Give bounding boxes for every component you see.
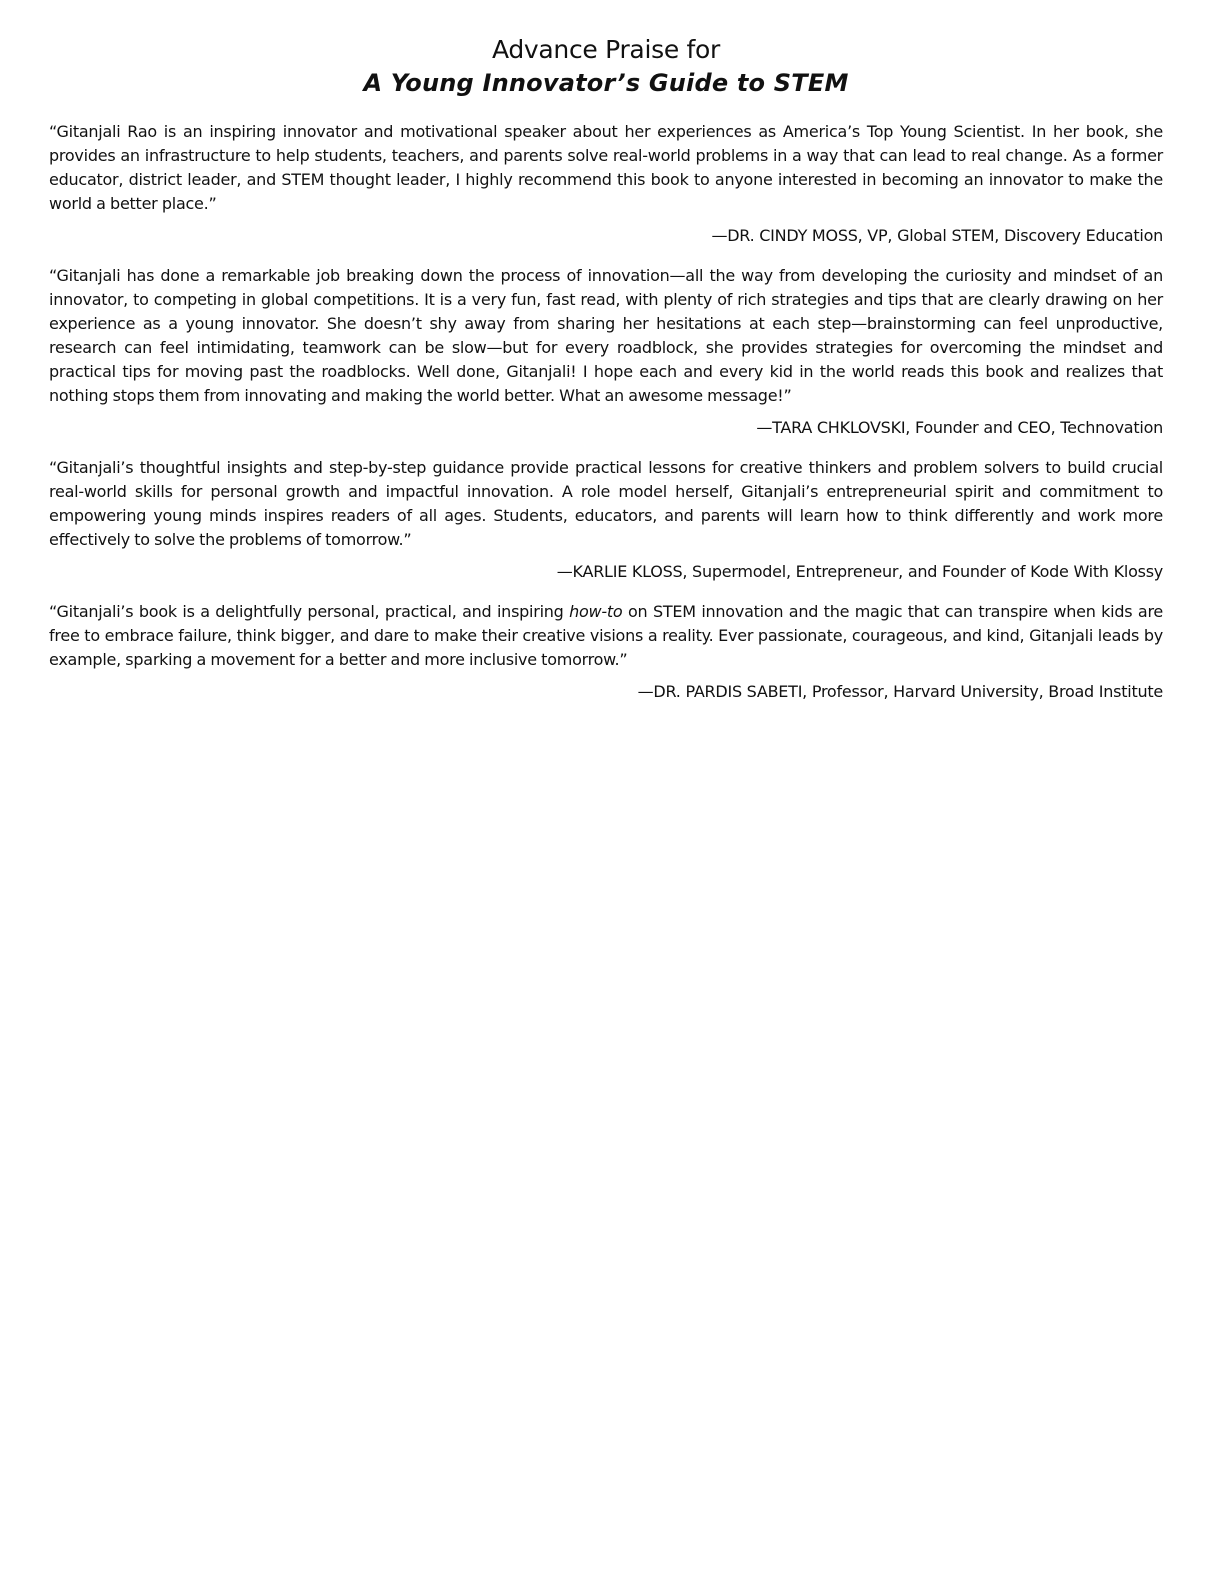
quote-text: “Gitanjali’s thoughtful insights and step-by-step guidance provide practical lessons for creative thinkers and problem solvers to build crucial real-world skills for personal growth and impactful innovation. A role model herself, Gitanjali’s entrepreneurial spirit and commitment to empowering young minds inspires readers of all ages. Students, educators, and parents will learn how to think differently and work more effectively to solve the problems of tomorrow.”	[49, 458, 1163, 549]
book-title: A Young Innovator’s Guide to STEM	[363, 69, 849, 97]
praise-quote	[49, 120, 1163, 216]
praise-item-chklovski	[49, 264, 1163, 440]
praise-item-kloss	[49, 456, 1163, 584]
praise-attribution: —TARA CHKLOVSKI, Founder and CEO, Technovation	[756, 418, 1163, 437]
quote-text: “Gitanjali has done a remarkable job breaking down the process of innovation—all the way from developing the curiosity and mindset of an innovator, to competing in global competitions. It is a very fun, fast read, with plenty of rich strategies and tips that are clearly drawing on her experience as a young innovator. She doesn’t shy away from sharing her hesitations at each step—brainstorming can feel unproductive, research can feel intimidating, teamwork can be slow—but for every roadblock, she provides strategies for overcoming the mindset and practical tips for moving past the roadblocks. Well done, Gitanjali! I hope each and every kid in the world reads this book and realizes that nothing stops them from innovating and making the world better. What an awesome message!”	[49, 266, 1163, 405]
praise-attribution: —DR. CINDY MOSS, VP, Global STEM, Discovery Education	[711, 226, 1163, 245]
praise-item-sabeti	[49, 600, 1163, 704]
quote-text-end: on STEM innovation and the magic that can transpire when kids are free to embrace failure, think bigger, and dare to make their creative visions a reality. Ever passionate, courageous, and kind, Gitanjali leads by example, sparking a movement for a better and more inclusive tomorrow.”	[49, 602, 1164, 669]
praise-page	[49, 34, 1163, 720]
praise-item-moss	[49, 120, 1163, 248]
praise-attribution: —KARLIE KLOSS, Supermodel, Entrepreneur, and Founder of Kode With Klossy	[556, 562, 1163, 581]
quote-text: “Gitanjali Rao is an inspiring innovator and motivational speaker about her experiences as America’s Top Young Scientist. In her book, she provides an infrastructure to help students, teachers, and parents solve real-world problems in a way that can lead to real change. As a former educator, district leader, and STEM thought leader, I highly recommend this book to anyone interested in becoming an innovator to make the world a better place.”	[49, 122, 1163, 213]
quote-emphasis: how-to	[569, 602, 623, 621]
praise-quote	[49, 456, 1163, 552]
praise-quote	[49, 264, 1163, 408]
quote-text-start: “Gitanjali’s book is a delightfully personal, practical, and inspiring	[49, 602, 570, 621]
page-header	[49, 34, 1163, 100]
praise-quote	[49, 600, 1163, 672]
header-kicker: Advance Praise for	[491, 35, 721, 64]
praise-attribution: —DR. PARDIS SABETI, Professor, Harvard University, Broad Institute	[637, 682, 1163, 701]
